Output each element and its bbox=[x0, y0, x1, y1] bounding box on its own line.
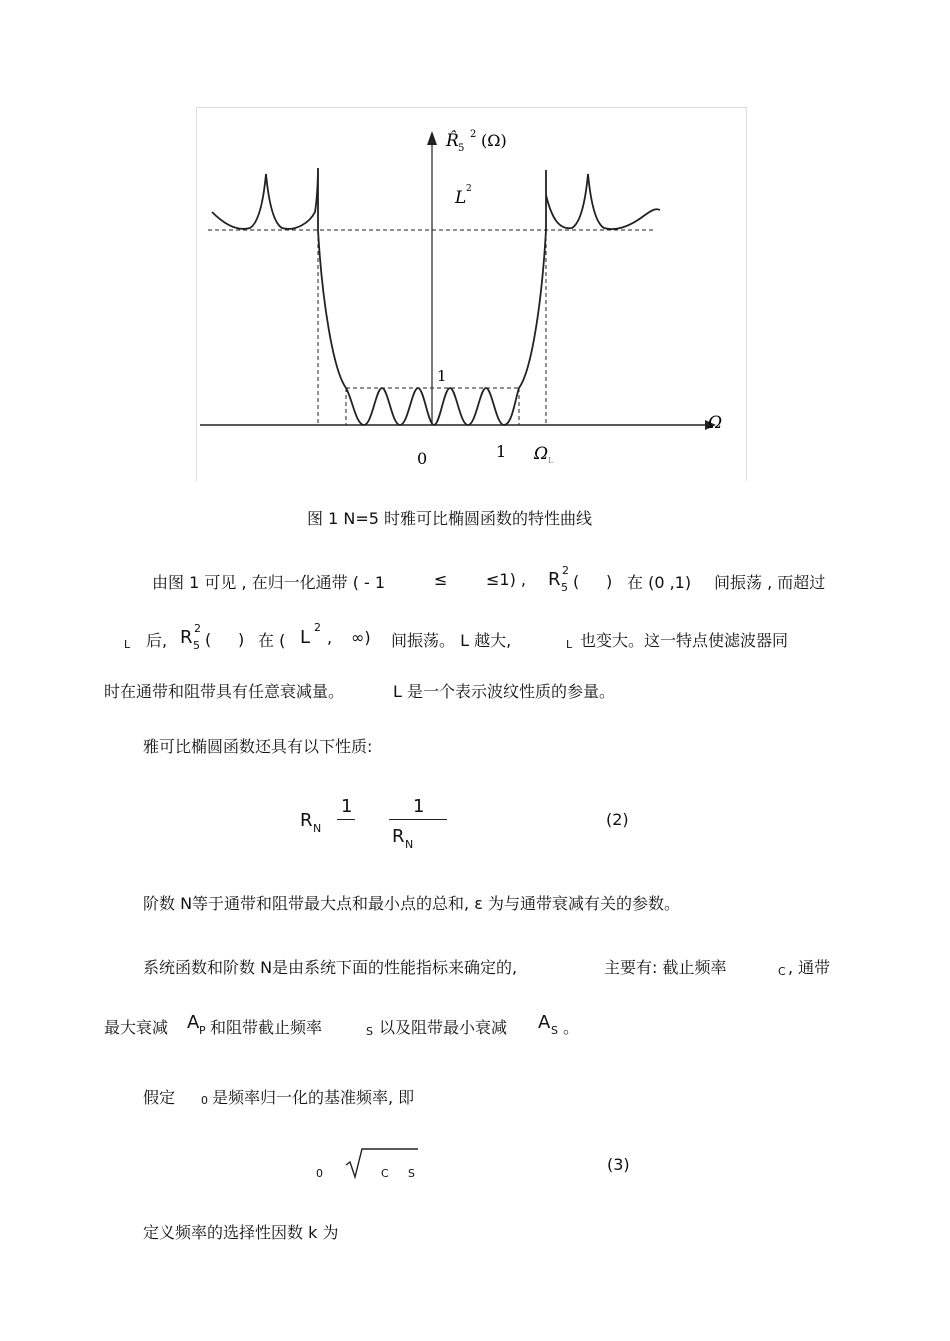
para2-text-e: 间振荡。 L 越大, bbox=[391, 631, 512, 650]
left-stopband-curve bbox=[212, 168, 318, 230]
figure-caption: 图 1 N=5 时雅可比椭圆函数的特性曲线 bbox=[307, 509, 592, 528]
eq2-fraction-bar-2 bbox=[389, 819, 447, 820]
para8-text-a: 假定 bbox=[143, 1088, 176, 1107]
para2-infinity: ∞) bbox=[351, 628, 371, 647]
y-axis-label-arg: (Ω) bbox=[481, 131, 507, 150]
para2-sub-l1: L bbox=[124, 638, 131, 651]
eq3-sub-zero: 0 bbox=[316, 1167, 323, 1180]
eq3-sub-c: C bbox=[381, 1167, 389, 1180]
para2-text-b: 在 ( bbox=[258, 631, 286, 650]
tick-zero-label: 0 bbox=[417, 449, 428, 468]
para1-r-symbol: R bbox=[548, 569, 561, 590]
para6-text-c: , 通带 bbox=[788, 958, 831, 977]
para2-comma: , bbox=[327, 628, 333, 647]
y-axis-label-r: R̂ bbox=[446, 131, 459, 151]
para9-text: 定义频率的选择性因数 k 为 bbox=[143, 1223, 339, 1242]
para5-text: 阶数 N等于通带和阻带最大点和最小点的总和, ε 为与通带衰减有关的参数。 bbox=[143, 894, 680, 913]
para7-sub-s: S bbox=[366, 1025, 373, 1038]
para2-r-sup: 2 bbox=[194, 622, 201, 635]
eq2-numerator-1: 1 bbox=[341, 796, 353, 817]
l2-label: L bbox=[455, 188, 467, 208]
para2-paren-open: ( bbox=[205, 630, 212, 649]
para2-sub-l2: L bbox=[566, 638, 573, 651]
eq2-number: (2) bbox=[606, 810, 629, 829]
para2-r-sub: 5 bbox=[193, 639, 200, 652]
para2-text-a: 后, bbox=[146, 631, 168, 650]
level-one-label: 1 bbox=[437, 367, 447, 385]
para2-l-sup: 2 bbox=[314, 621, 321, 634]
para1-text-c: ≤1) , bbox=[486, 570, 526, 589]
para1-text-d: 在 (0 ,1) bbox=[627, 573, 692, 592]
para8-text-b: 是频率归一化的基准频率, 即 bbox=[212, 1088, 415, 1107]
para1-text-a: 由图 1 可见 , 在归一化通带 ( - 1 bbox=[152, 573, 386, 592]
response-curve-figure bbox=[0, 0, 950, 500]
eq2-numerator-2: 1 bbox=[413, 796, 425, 817]
right-stopband-curve bbox=[546, 170, 660, 230]
para7-text-a: 最大衰减 bbox=[104, 1018, 169, 1037]
para7-a2-symbol: A bbox=[538, 1012, 551, 1033]
para2-paren-close: ) bbox=[238, 630, 245, 649]
para7-text-c: 以及阻带最小衰减 bbox=[379, 1018, 508, 1037]
para3-text-b: L 是一个表示波纹性质的参量。 bbox=[393, 682, 616, 701]
l2-label-sup: 2 bbox=[466, 184, 472, 194]
para7-text-b: 和阻带截止频率 bbox=[210, 1018, 323, 1037]
para1-text-e: 间振荡 , 而超过 bbox=[714, 573, 826, 592]
para2-l-symbol: L bbox=[300, 627, 311, 648]
eq2-r-symbol: R bbox=[300, 810, 313, 831]
para2-r-symbol: R bbox=[180, 627, 193, 648]
y-axis-arrow bbox=[427, 131, 437, 145]
eq2-fraction-bar-1 bbox=[337, 819, 355, 820]
para2-text-f: 也变大。这一特点使滤波器同 bbox=[580, 631, 789, 650]
y-axis-label-sub: 5 bbox=[458, 143, 465, 154]
x-axis-label: Ω bbox=[708, 413, 723, 433]
para7-text-d: 。 bbox=[563, 1018, 580, 1037]
para1-r-sub: 5 bbox=[561, 581, 568, 594]
para1-paren-open: ( bbox=[573, 572, 580, 591]
para7-a-sub: P bbox=[199, 1024, 206, 1037]
para1-r-sup: 2 bbox=[562, 564, 569, 577]
tick-one-label: 1 bbox=[496, 442, 507, 461]
eq3-number: (3) bbox=[607, 1155, 630, 1174]
para7-a-symbol: A bbox=[187, 1012, 200, 1033]
para6-sub-c: C bbox=[778, 965, 786, 978]
para1-le-symbol: ≤ bbox=[434, 570, 448, 589]
para3-text-a: 时在通带和阻带具有任意衰减量。 bbox=[104, 682, 345, 701]
para8-sub-zero: 0 bbox=[201, 1094, 208, 1107]
para1-paren-close: ) bbox=[606, 572, 613, 591]
para4-text: 雅可比椭圆函数还具有以下性质: bbox=[143, 737, 373, 756]
eq3-sub-s: S bbox=[408, 1167, 415, 1180]
tick-omega-label: Ω bbox=[534, 444, 549, 464]
para6-text-a: 系统函数和阶数 N是由系统下面的性能指标来确定的, bbox=[143, 958, 518, 977]
tick-omega-sub: L bbox=[548, 456, 554, 465]
para6-text-b: 主要有: 截止频率 bbox=[604, 958, 727, 977]
para7-a2-sub: S bbox=[551, 1024, 558, 1037]
eq2-r-sub: N bbox=[313, 822, 322, 835]
eq2-denominator-sub: N bbox=[405, 838, 414, 851]
y-axis-label-sup: 2 bbox=[470, 129, 477, 140]
eq2-denominator-r: R bbox=[392, 826, 405, 847]
